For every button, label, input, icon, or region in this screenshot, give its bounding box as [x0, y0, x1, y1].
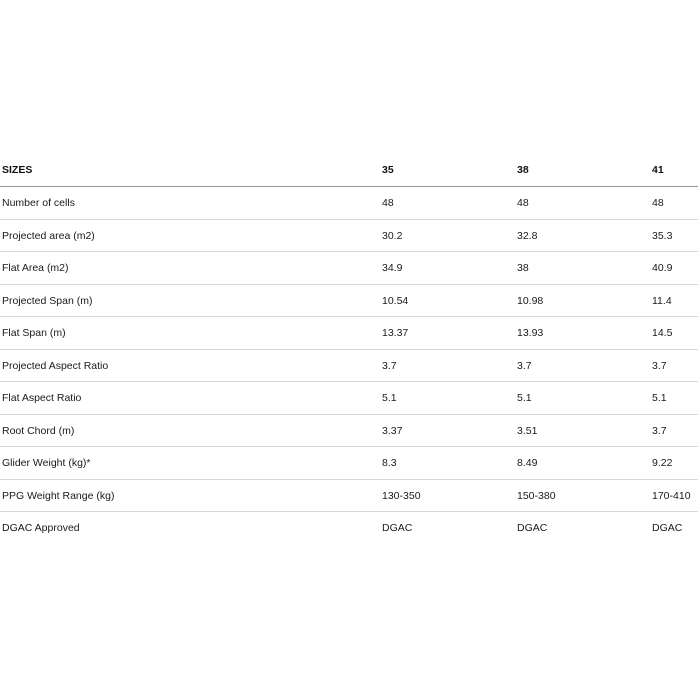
- header-size-35: 35: [382, 164, 394, 176]
- row-label: Flat Span (m): [2, 327, 66, 339]
- header-size-41: 41: [652, 164, 664, 176]
- row-value-35: 34.9: [382, 262, 403, 274]
- row-value-35: 8.3: [382, 457, 397, 469]
- table-row: [0, 187, 698, 220]
- header-size-38: 38: [517, 164, 529, 176]
- row-value-38: 150-380: [517, 489, 556, 502]
- row-value-41: 3.7: [652, 424, 667, 437]
- row-value-38: 3.51: [517, 424, 538, 437]
- table-row: [0, 285, 698, 318]
- row-value-38: 3.7: [517, 359, 532, 372]
- row-value-35: 10.54: [382, 294, 409, 307]
- table-row: [0, 512, 698, 545]
- row-value-41: 48: [652, 197, 664, 209]
- row-label: Glider Weight (kg)*: [2, 457, 91, 469]
- row-label: DGAC Approved: [2, 522, 80, 534]
- row-value-41: 40.9: [652, 262, 673, 274]
- row-label: Flat Area (m2): [2, 262, 69, 274]
- row-value-35: 5.1: [382, 392, 397, 404]
- row-value-35: 13.37: [382, 327, 409, 339]
- row-label: Root Chord (m): [2, 424, 75, 437]
- row-value-35: 130-350: [382, 489, 421, 502]
- row-value-38: 32.8: [517, 229, 538, 242]
- row-value-35: 3.7: [382, 359, 397, 372]
- row-value-38: 8.49: [517, 457, 538, 469]
- table-row: [0, 317, 698, 350]
- row-value-41: 3.7: [652, 359, 667, 372]
- row-value-35: 30.2: [382, 229, 403, 242]
- row-value-38: DGAC: [517, 522, 548, 534]
- row-value-41: DGAC: [652, 522, 683, 534]
- sizes-spec-table: [0, 154, 698, 545]
- table-row: [0, 220, 698, 253]
- row-label: PPG Weight Range (kg): [2, 489, 115, 502]
- row-value-38: 38: [517, 262, 529, 274]
- row-value-41: 9.22: [652, 457, 673, 469]
- table-row: [0, 382, 698, 415]
- row-value-38: 5.1: [517, 392, 532, 404]
- row-value-41: 35.3: [652, 229, 673, 242]
- table-row: [0, 252, 698, 285]
- row-value-38: 48: [517, 197, 529, 209]
- table-header-row: [0, 154, 698, 187]
- row-value-35: 3.37: [382, 424, 403, 437]
- table-row: [0, 350, 698, 383]
- table-row: [0, 447, 698, 480]
- row-value-38: 13.93: [517, 327, 544, 339]
- row-value-35: 48: [382, 197, 394, 209]
- row-label: Projected Aspect Ratio: [2, 359, 109, 372]
- header-sizes: SIZES: [2, 164, 33, 176]
- row-label: Number of cells: [2, 197, 75, 209]
- row-value-41: 14.5: [652, 327, 673, 339]
- row-value-41: 170-410: [652, 489, 691, 502]
- row-value-41: 11.4: [652, 294, 672, 307]
- table-row: [0, 415, 698, 448]
- row-label: Flat Aspect Ratio: [2, 392, 82, 404]
- table-row: [0, 480, 698, 513]
- row-label: Projected area (m2): [2, 229, 95, 242]
- row-value-41: 5.1: [652, 392, 667, 404]
- row-value-35: DGAC: [382, 522, 413, 534]
- row-label: Projected Span (m): [2, 294, 93, 307]
- row-value-38: 10.98: [517, 294, 544, 307]
